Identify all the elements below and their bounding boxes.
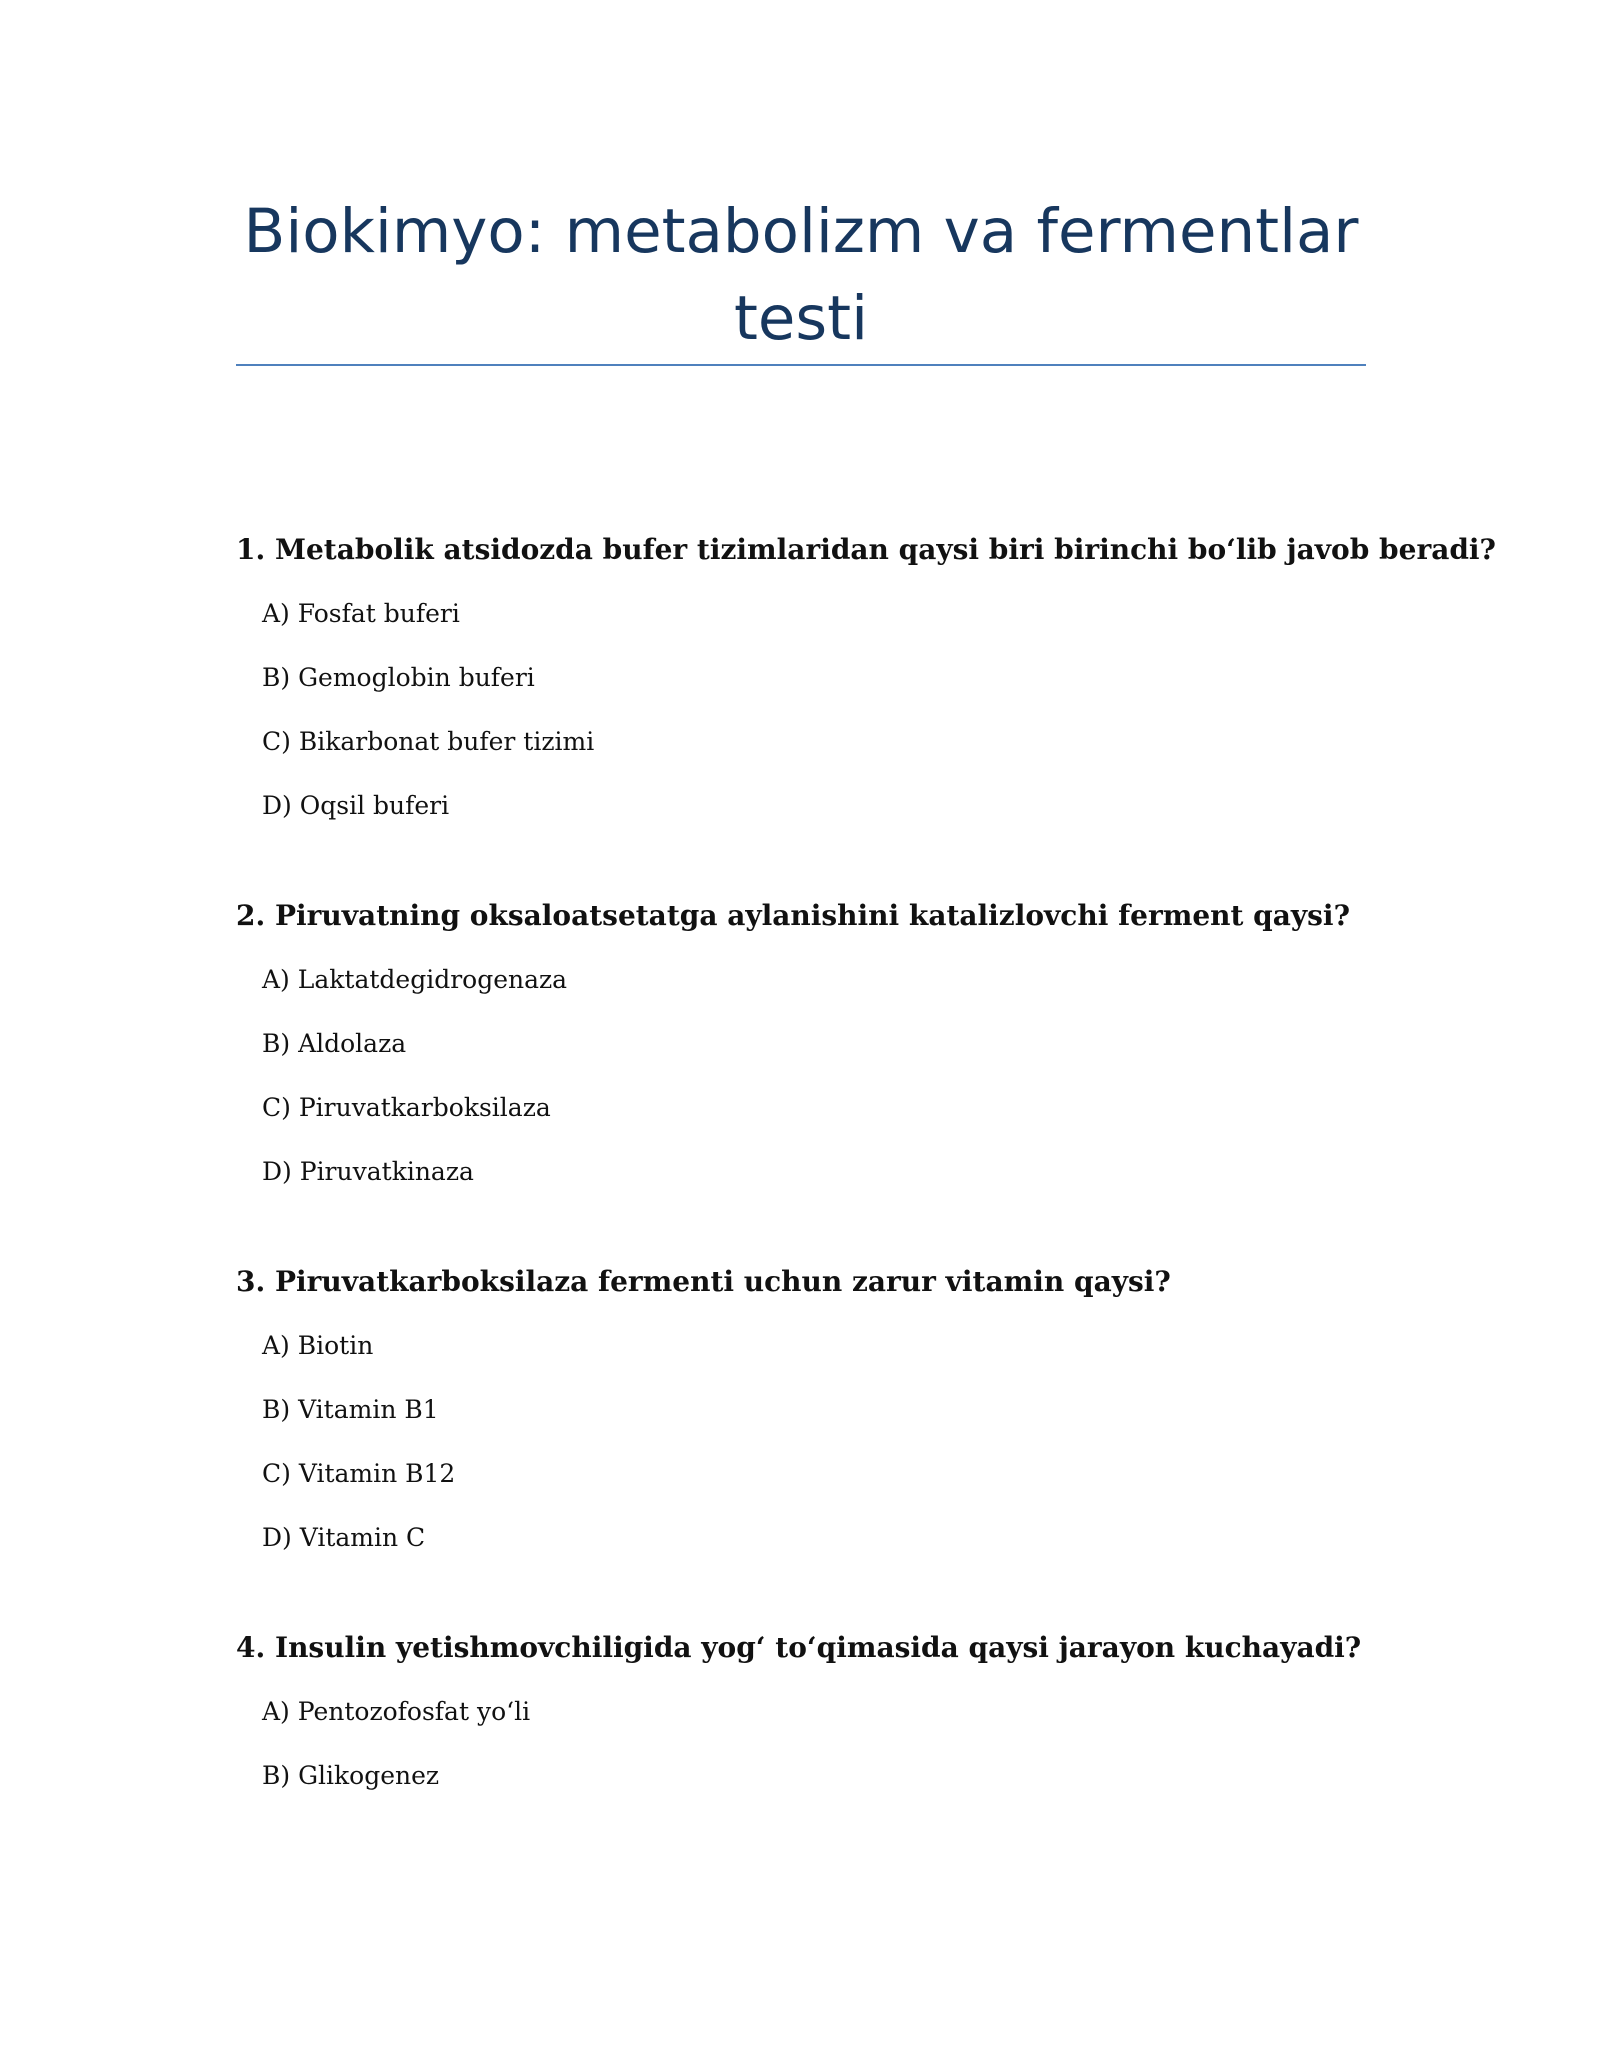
question-text: 2. Piruvatning oksaloatsetatga aylanishini katalizlovchi ferment qaysi?: [236, 899, 1350, 932]
title-divider: [236, 364, 1366, 366]
answer-option: D) Oqsil buferi: [262, 791, 450, 820]
answer-option: C) Bikarbonat bufer tizimi: [262, 727, 595, 756]
answer-option: A) Biotin: [262, 1331, 374, 1360]
question-text: 4. Insulin yetishmovchiligida yog‘ to‘qimasida qaysi jarayon kuchayadi?: [236, 1631, 1362, 1664]
answer-option: A) Laktatdegidrogenaza: [262, 965, 568, 994]
answer-option: A) Pentozofosfat yo‘li: [262, 1697, 531, 1726]
question-4: [236, 1628, 1376, 1796]
answer-option: D) Vitamin C: [262, 1523, 426, 1552]
answer-option: B) Vitamin B1: [262, 1395, 439, 1424]
answer-option: D) Piruvatkinaza: [262, 1157, 474, 1186]
answer-option: C) Vitamin B12: [262, 1459, 456, 1488]
question-list: [236, 530, 1496, 1866]
answer-option: B) Aldolaza: [262, 1029, 407, 1058]
document-title: Biokimyo: metabolizm va fermentlar testi: [243, 196, 1359, 354]
answer-option: C) Piruvatkarboksilaza: [262, 1093, 551, 1122]
question-3: [236, 1262, 1376, 1558]
answer-option: A) Fosfat buferi: [262, 599, 460, 628]
question-text: 1. Metabolik atsidozda bufer tizimlaridan qaysi biri birinchi bo‘lib javob beradi?: [236, 533, 1496, 566]
question-1: [236, 530, 1496, 826]
question-text: 3. Piruvatkarboksilaza fermenti uchun zarur vitamin qaysi?: [236, 1265, 1171, 1298]
answer-option: B) Glikogenez: [262, 1761, 440, 1790]
answer-option: B) Gemoglobin buferi: [262, 663, 535, 692]
question-2: [236, 896, 1376, 1192]
